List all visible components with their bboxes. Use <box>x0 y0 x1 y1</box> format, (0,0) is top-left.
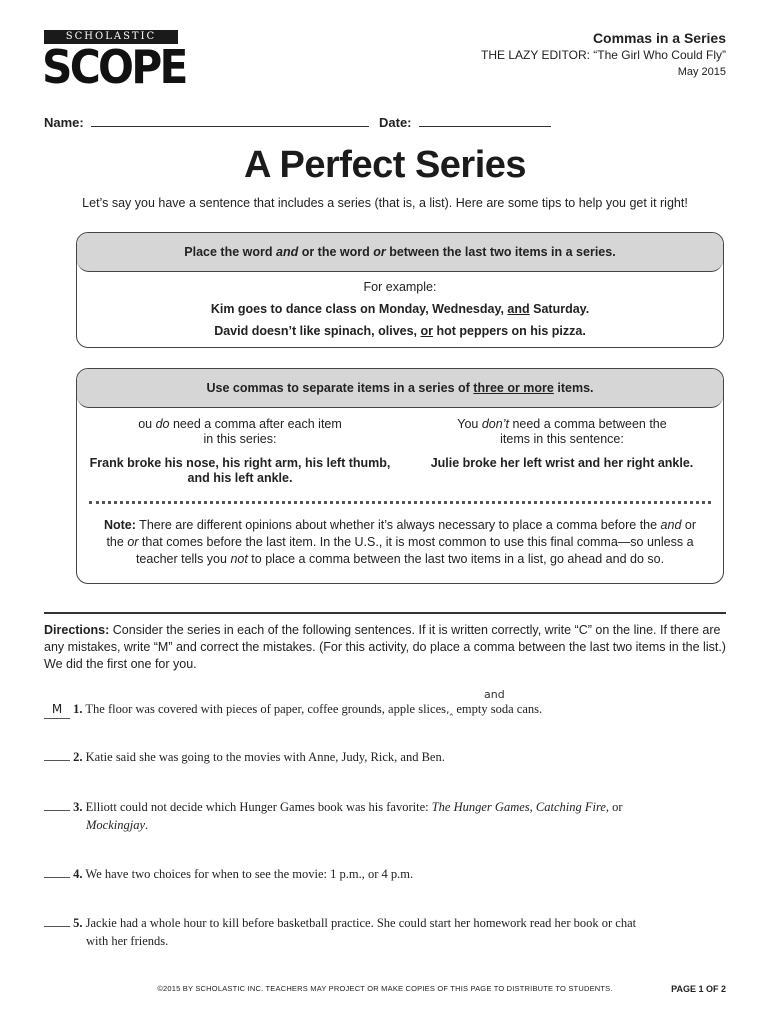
note-or: or <box>127 535 139 549</box>
copyright-footer: ©2015 BY SCHOLASTIC INC. TEACHERS MAY PROJECT OR MAKE COPIES OF THIS PAGE TO DISTRIBUTE TO STUDENTS. <box>157 984 613 993</box>
answer-line-2[interactable] <box>44 760 70 761</box>
ex2-underlined: or <box>420 324 434 338</box>
question-5-text-a: Jackie had a whole hour to kill before basketball practice. She could start her homework read her book or chat <box>82 916 637 930</box>
example-sentence-2 <box>77 324 723 338</box>
name-date-row <box>44 114 551 130</box>
left-b: need a comma after each item <box>169 417 342 431</box>
name-label: Name: <box>44 115 84 130</box>
answer-line-5[interactable] <box>44 926 70 927</box>
question-1 <box>44 688 734 719</box>
page-title: A Perfect Series <box>243 144 527 186</box>
question-4-text: We have two choices for when to see the movie: 1 p.m., or 4 p.m. <box>82 867 414 881</box>
answer-line-1[interactable]: M <box>44 700 70 719</box>
date-field[interactable] <box>419 114 551 127</box>
comma-needed-column <box>83 417 397 485</box>
question-2-text: Katie said she was going to the movies with Anne, Judy, Rick, and Ben. <box>82 750 445 764</box>
tip1-head-or: or <box>373 245 386 259</box>
ex2-b: hot peppers on his pizza. <box>433 324 586 338</box>
right-dont: don’t <box>481 417 509 431</box>
question-number: 3. <box>73 800 83 814</box>
tip2-head-b: items. <box>553 381 594 395</box>
ex2-a: David doesn’t like spinach, olives, <box>214 324 421 338</box>
dotted-divider <box>89 501 711 504</box>
right-example: Julie broke her left wrist and her right ankle. <box>430 456 694 470</box>
tip2-head-underlined: three or more <box>473 381 554 395</box>
tip-box-header <box>77 369 723 408</box>
answer-line-3[interactable] <box>44 810 70 811</box>
question-number: 2. <box>73 750 83 764</box>
right-c: items in this sentence: <box>500 432 624 446</box>
caret-mark: ,‸ <box>446 703 454 716</box>
title-2: Catching Fire <box>535 800 606 814</box>
directions-label: Directions: <box>44 623 110 637</box>
title-1: The Hunger Games <box>431 800 530 814</box>
question-4 <box>44 865 734 883</box>
header-topic: Commas in a Series <box>592 30 726 46</box>
note-1a: There are different opinions about whether it’s always necessary to place a comma before the <box>135 518 661 532</box>
note-3b: to place a comma between the last two items in a list, go ahead and do so. <box>247 552 665 566</box>
handwritten-insert: and <box>484 688 505 701</box>
ex1-underlined: and <box>507 302 530 316</box>
tip-box-header <box>77 233 723 272</box>
question-number: 5. <box>73 916 83 930</box>
left-c: in this series: <box>203 432 277 446</box>
right-a: You <box>457 417 482 431</box>
question-3 <box>44 798 734 834</box>
note-not: not <box>230 552 248 566</box>
question-number: 4. <box>73 867 83 881</box>
note-3a: teacher tells you <box>135 552 231 566</box>
right-b: need a comma between the <box>508 417 667 431</box>
tip1-head-b: or the word <box>298 245 374 259</box>
header-subtitle: THE LAZY EDITOR: “The Girl Who Could Fly” <box>481 48 726 62</box>
question-5 <box>44 914 734 950</box>
question-2 <box>44 748 734 766</box>
note-and: and <box>660 518 682 532</box>
directions <box>44 622 726 673</box>
question-5-text-b: with her friends. <box>86 934 169 948</box>
tip-box-and-or <box>76 232 724 348</box>
ex1-a: Kim goes to dance class on Monday, Wednesday, <box>210 302 508 316</box>
header-info <box>481 30 726 78</box>
note-label: Note: <box>103 518 136 532</box>
section-divider <box>44 612 726 614</box>
question-3-text-a: Elliott could not decide which Hunger Games book was his favorite: <box>82 800 432 814</box>
note-paragraph <box>91 517 709 568</box>
question-number: 1. <box>73 702 83 716</box>
directions-text: Consider the series in each of the following sentences. If it is written correctly, write “C” on the line. If there are any mistakes, write “M” and correct the mistakes. (For this activity, do place a comma between the last two items in the list.) We did the first one for you. <box>44 623 726 671</box>
left-example-2: and his left ankle. <box>187 471 293 485</box>
tip2-head-a: Use commas to separate items in a series of <box>206 381 474 395</box>
left-a: ou <box>138 417 156 431</box>
comma-not-needed-column <box>409 417 715 470</box>
page-number: PAGE 1 OF 2 <box>671 984 726 994</box>
separator: , <box>529 800 536 814</box>
scholastic-scope-logo <box>42 30 186 94</box>
question-3-end: . <box>145 818 149 832</box>
tip1-head-a: Place the word <box>184 245 276 259</box>
left-example-1: Frank broke his nose, his right arm, his left thumb, <box>89 456 391 470</box>
header-date: May 2015 <box>677 66 726 78</box>
question-1-text-b: empty soda cans. <box>453 702 543 716</box>
date-label: Date: <box>379 115 412 130</box>
question-3-text-b: , or <box>605 800 623 814</box>
note-2b: that comes before the last item. In the U.S., it is most common to use this final comma—so unless a <box>138 535 694 549</box>
note-2a: the <box>106 535 128 549</box>
answer-line-4[interactable] <box>44 877 70 878</box>
example-sentence-1 <box>77 302 723 316</box>
intro-text: Let’s say you have a sentence that includes a series (that is, a list). Here are some tips to help you get it right! <box>82 196 688 210</box>
tip1-head-c: between the last two items in a series. <box>385 245 616 259</box>
for-example-label: For example: <box>363 280 437 294</box>
tip1-head-and: and <box>276 245 299 259</box>
question-1-text-a: The floor was covered with pieces of paper, coffee grounds, apple slices <box>82 702 446 716</box>
note-1b: or <box>681 518 696 532</box>
logo-scope: SCOPE <box>42 40 186 94</box>
left-do: do <box>155 417 170 431</box>
tip-box-commas <box>76 368 724 584</box>
logo-scholastic: SCHOLASTIC <box>44 30 178 44</box>
title-3: Mockingjay <box>86 818 146 832</box>
ex1-b: Saturday. <box>529 302 590 316</box>
name-field[interactable] <box>91 114 369 127</box>
